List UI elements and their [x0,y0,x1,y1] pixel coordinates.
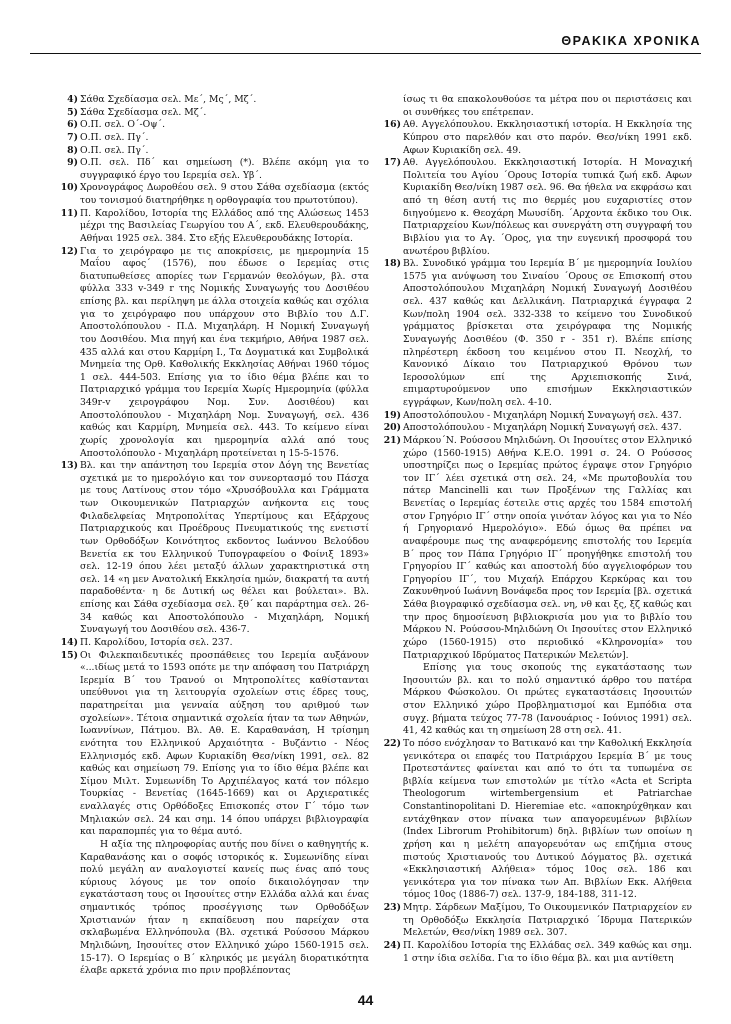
footnote [383,410,692,423]
footnote-text: Μάρκου΄Ν. Ρούσσου Μηλιδώνη. Οι Ιησουίτες στον Ελληνικό χώρο (1560-1915) Αθήνα Κ.Ε.Ο. 1991 σ. 24. Ο Ρούσσος υποστηρίζει πως ο Ιερεμίας πρώτος έγραψε στον Γρηγόριο τον ΙΓ΄ λέει σχετικά στη σελ. 24, «Με πρωτοβουλία του πάτερ Mancinelli και των Προξένων της Γαλλίας και Βενετίας ο Ιερεμίας έστειλε στις αρχές του 1584 επιστολή στον Γρηγόριο ΙΓ΄ στην οποία γινόταν λόγος και για το Νέο ή Γρηγοριανό Ημερολόγιο». Εδώ όμως θα πρέπει να αναφέρουμε πως της αναφερόμενης επιστολής του Ιερεμία Β΄ προς τον Πάπα Γρηγόριο ΙΓ΄ προηγήθηκε επιστολή του Γρηγορίου ΙΓ΄ καθώς και αποστολή δύο αγγελιοφόρων του Γρηγορίου ΙΓ΄, του Μιχαήλ Επάρχου Κερκύρας και του Ζακυνθηνού Ιωάννη Βονάφεδα προς τον Ιερεμία [βλ. σχετικά Σάθα βιογραφικό σχεδίασμα σελ. νη, νθ και ξς, ξζ καθώς και την προς δημοσίευση βιβλιοκρισία μου για το βιβλίο του Μάρκου Ν. Ρούσσου-Μηλιδώνη Οι Ιησουίτες στον Ελληνικό χώρο (1560-1915) στο περιοδικό «Κληρονομία» του Πατριαρχικού Ιδρύματος Πατερικών Μελετών]. [403,434,692,661]
footnote-text: Σάθα Σχεδίασμα σελ. Με΄, Μς΄, Μζ΄. [80,94,257,105]
footnote [383,435,692,662]
footnote [60,637,369,650]
footnote-text: Βλ. Συνοδικό γράμμα του Ιερεμία Β΄ με ημερομηνία Ιουλίου 1575 για ανύψωση του Σιναίου ΄Ορους σε Επισκοπή στου Αποστολόπουλου Μιχαηλάρη Νομική Συναγωγή Δοσιθέου σελ. 437 καθώς και Δελλικάνη. Πατριαρχικά έγγραφα 2 Κων/πολη 1904 σελ. 332-338 το κείμενο του Συνοδικού γράμματος βρίσκεται στα χειρόγραφα της Νομικής Συναγωγής Δοσιθέου (Φ. 350 r - 351 r). Βλέπε επίσης πληρέστερη έκδοση του κειμένου στου Π. Νεοχλή, το Κανονικό Δίκαιο του Πατριαρχικού Θρόνου των Ιεροσολύμων επί της Αρχιεπισκοπής Σινά, επιμαρτυρούμενον υπο επισήμων Εκκλησιαστικών εγγράφων, Κων/πολη σελ. 4-10. [403,258,692,408]
footnote-number: 20) [383,422,401,434]
footnote-text: Βλ. και την απάντηση του Ιερεμία στον Δόγη της Βενετίας σχετικά με το ημερολόγιο και τον συνεορτασμό του Πάσχα με τους Λατίνους στον τόμο «Χρυσόβουλλα και Γράμματα των Οικουμενικών Πατριαρχών ανήκοντα εις τους Φιλαδελφείας Μητροπολίτας Υπερτίμους και Εξάρχους Πατριαρχικούς και Προέδρους Πνευματικούς της ενετιστί των Ορθοδόξων Κοινότητος εκδοντος Ιωάννου Βελούδου Βενετία εκ του Ελληνικού Τυπογραφείου ο Φοίνιξ 1893» σελ. 12-19 όπου λέει μεταξύ άλλων χαρακτηριστικά στη σελ. 14 «η μεν Ανατολική Εκκλησία ημών, διακρατή τα αυτή παραδοθέντα· η δε Δυτική ως θέλει και βούλεται». Βλ. επίσης και Σάθα σχεδίασμα σελ. ξθ΄ και παράρτημα σελ. 26-34 καθώς και Αποστολόπουλο - Μιχαηλάρη, Νομική Συναγωγή του Δοσιθέου σελ. 436-7. [80,460,369,636]
right-column [383,94,692,965]
footnote-number: 19) [383,409,401,421]
footnote [383,258,692,410]
footnote-number: 23) [383,902,401,913]
footnote-number: 7) [67,131,78,143]
footnote-text: Ο.Π. σελ. Πδ΄ και σημείωση (*). Βλέπε ακόμη για το συγγραφικό έργο του Ιερεμία σελ. Υβ΄. [80,157,369,181]
footnote-text: Οι Φιλεκπαιδευτικές προσπάθειες του Ιερεμία αυξάνουν «...ιδίως μετά το 1593 οπότε με την απόφαση του Πατριάρχη Ιερεμία Β΄ του Τρανού οι Μητροπολίτες καθίστανται υπεύθυνοι για τη λειτουργία σχολείων στις έδρες τους, παρατηρείται μια γενναία αύξηση του αριθμού των σχολείων». Τέτοια σημαντικά σχολεία ήταν τα των Αθηνών, Ιωαννίνων, Πάτμου. Βλ. Αθ. Ε. Καραθανάση, Η τρίσημη ενότητα του Ελληνικού Αρχαιότητα - Βυζάντιο - Νέος Ελληνισμός εκδ. Αφων Κυριακίδη Θεσ/νίκη 1991, σελ. 82 καθώς και σημείωση 79. Επίσης για το ίδιο θέμα βλέπε και Σίμου Μιλτ. Συμεωνίδη Το Αρχιπέλαγος κατά τον πόλεμο Τουρκίας - Βενετίας (1645-1669) και οι Αρχιερατικές εναλλαγές στις Ορθόδοξες Επισκοπές στον Γ΄ τόμο των Μηλιακών σελ. 24 και σημ. 14 όπου υπάρχει βιβλιογραφία και παραπομπές για το θέμα αυτό. [80,649,369,838]
footnote-number: 10) [60,182,78,194]
footnote [60,94,369,107]
footnote-number: 6) [67,119,78,131]
footnote [60,460,369,637]
page-number: 44 [357,992,374,1008]
footnote-number: 24) [383,939,401,951]
footnote [383,157,692,258]
footnote-text: Ο.Π. σελ. Πγ΄. [80,131,149,143]
footnote [383,422,692,435]
footnote-text: Το πόσο ενόχλησαν το Βατικανό και την Καθολική Εκκλησία γενικότερα οι επαφές του Πατριάρχου Ιερεμία Β΄ με τους Προτεστάντες φαίνεται και από το ότι τα τυπωμένα σε βιβλία κείμενα των επιστολών με τίτλο «Acta et Scripta Theologorum wirtembergensium et Patriarchae Constantinopolitani D. Hieremiae etc. «αποκηρύχθηκαν και εντάχθηκαν στον πίνακα των απαγορευμένων βιβλίων (Index Librorum Prohibitorum) δηλ. βιβλίων των οποίων η χρήση και η μελέτη απαγορευόταν ως επιζήμια στους πιστούς Χριστιανούς του Δυτικού Δόγματος βλ. σχετικά «Εκκλησιαστική Αλήθεια» τόμος 10ος σελ. 186 και γενικότερα για τον πίνακα των Απ. Βιβλίων Εκκ. Αλήθεια τόμος 10ος (1886-7) σελ. 137-9, 184-188, 311-12. [403,737,692,901]
footnote-text: Π. Καρολίδου, Ιστορία της Ελλάδος από της Αλώσεως 1453 μέχρι της Βασιλείας Γεωργίου του Α΄, εκδ. Ελευθερουδάκης, Αθήναι 1925 σελ. 384. Στο εξής Ελευθερουδάκης Ιστορία. [80,207,369,244]
footnote-text: Αποστολόπουλου - Μιχαηλάρη Νομική Συναγωγή σελ. 437. [403,409,682,421]
footnote-text: Μητρ. Σάρδεων Μαξίμου, Το Οικουμενικόν Πατριαρχείον εν τη Ορθοδόξω Εκκλησία Πατριαρχικό ΄Ιδρυμα Πατερικών Μελετών, Θεσ/νίκη 1989 σελ. 307. [403,902,692,939]
footnote-number: 4) [67,94,78,105]
footnote-paragraph: Επίσης για τους σκοπούς της εγκατάστασης των Ιησουιτών βλ. και το πολύ σημαντικό άρθρο του πατέρα Μάρκου Φώσκολου. Οι πρώτες εγκαταστάσεις Ιησουιτών στον Ελληνικό χώρο Προβληματισμοί και Εμπόδια στα συγχ. βήματα τεύχος 77-78 (Ιανουάριος - Ιούνιος 1991) σελ. 41, 42 καθώς και τη σημείωση 28 στη σελ. 41. [403,662,692,737]
footnote-text: Για το χειρόγραφο με τις αποκρίσεις, με ημερομηνία 15 Μαΐου αφος΄ (1576), που έδωσε ο Ιερεμίας στις διατυπωθείσες απορίες των Γερμανών θεολόγων, βλ. στα φύλλα 333 v-349 r της Νομικής Συναγωγής του Δοσιθέου επίσης βλ. και περίληψη με άλλα στοιχεία καθώς και σχόλια για το χειρόγραφο που υπάρχουν στο Βιβλίο του Δ.Γ. Αποστολόπουλου - Π.Δ. Μιχαηλάρη. Η Νομική Συναγωγή του Δοσιθέου. Μια πηγή και ένα τεκμήριο, Αθήνα 1987 σελ. 435 αλλά και στου Καρμίρη Ι., Τα Δογματικά και Συμβολικά Μνημεία της Ορθ. Καθολικής Εκκλησίας Αθήναι 1960 τόμος 1 σελ. 444-503. Επίσης για το ίδιο θέμα βλέπε και το Πατριαρχικό γράμμα του Ιερεμία Χωρίς Ημερομηνία (φύλλα 349r-v χειρογράφου Νομ. Συν. Δοσιθέου) και Αποστολόπουλου - Μιχαηλάρη Νομ. Συναγωγή, σελ. 436 καθώς και Καρμίρη, Μνημεία σελ. 443. Το κείμενο είναι χωρίς χρονολογία και ημερομηνία αλλά από τους Αποστολόπουλο - Μιχαηλάρη προτείνεται η 15-5-1576. [80,245,369,459]
footnote [383,738,692,902]
footnote-number: 13) [60,460,78,472]
footnote-text: Αθ. Αγγελόπουλου. Εκκλησιαστική Ιστορία. Η Μοναχική Πολιτεία του Αγίου ΄Ορους Ιστορία τυπικά ζωή εκδ. Αφων Κυριακίδη Θεσ/νίκη 1987 σελ. 96. Θα ήθελα να εκφράσω και από τη θέση αυτή τις πιο θερμές μου ευχαριστίες στον διηγούμενο κ. Θεοχάρη Μωυσίδη. ΄Αρχοντα έκδικο του Οικ. Πατριαρχείου Κων/πόλεως και συνεργάτη στη συγγραφή του Βιβλίου για το Αγ. ΄Ορος, για την ευγενική προσφορά του ανωτέρου βιβλίου. [403,157,692,257]
footnote-text: Σάθα Σχεδίασμα σελ. Μζ΄. [80,106,207,118]
footnote-text: Χρονογράφος Δωροθέου σελ. 9 στου Σάθα σχεδίασμα (εκτός του τονισμού διατηρήθηκε η ορθογραφία του πρωτοτύπου). [80,182,369,206]
footnote [60,182,369,207]
right-notes-list [383,119,692,662]
footnote [60,132,369,145]
footnote-text: Ο.Π. σελ. Πγ΄. [80,144,149,156]
footnote-number: 18) [383,258,401,270]
left-column [60,94,369,978]
footnote-number: 11) [60,207,78,219]
footnote [60,246,369,461]
footnote-text: Αποστολόπουλου - Μιχαηλάρη Νομική Συναγωγή σελ. 437. [403,422,682,434]
footnote [60,650,369,839]
running-header: ΘΡΑΚΙΚΑ ΧΡΟΝΙΚΑ [561,34,701,48]
footnote-number: 16) [383,119,401,131]
footnote [383,902,692,940]
header-rule [30,53,701,54]
left-notes-list [60,94,369,839]
footnote [60,145,369,158]
footnote-number: 17) [383,157,401,169]
footnote-number: 21) [383,434,401,446]
footnote-continuation: Η αξία της πληροφορίας αυτής που δίνει ο καθηγητής κ. Καραθανάσης και ο σοφός ιστορικός κ. Συμεωνίδης είναι πολύ μεγάλη αν αναλογιστεί κανείς πως ένας από τους κύριους λόγους με τον οποίο δικαιολόγησαν την εγκατάσταση τους οι Ιησουίτες στην Ελλάδα αλλά και ένας σημαντικός τρόπος προσέγγισης των Ορθοδόξων Χριστιανών ήταν η εκπαίδευση που παρείχαν στα σκλαβωμένα Ελληνόπουλα (Βλ. σχετικά Ρούσσου Μάρκου Μηλιδώνη, Ιησουίτες στον Ελληνικό χώρο 1560-1915 σελ. 15-17). Ο Ιερεμίας ο Β΄ κληρικός με μεγάλη διορατικότητα έλαβε αρκετά χρόνια πιο πριν προβλέποντας [80,838,369,977]
footnote-number: 12) [60,245,78,257]
footnote [383,940,692,965]
right-notes-list-2 [383,738,692,965]
footnote-number: 9) [67,157,78,169]
footnote-text: Ο.Π. σελ. Ο΄-Οψ΄. [80,119,166,131]
footnote [60,208,369,246]
footnote-number: 5) [67,106,78,118]
footnote-number: 22) [383,737,401,749]
footnote-number: 8) [67,144,78,156]
footnote-text: Π. Καρολίδου Ιστορία της Ελλάδας σελ. 349 καθώς και σημ. 1 στην ίδια σελίδα. Για το ίδιο θέμα βλ. και μια αντίθετη [403,939,692,964]
footnote-continuation: ίσως τι θα επακολουθούσε τα μέτρα που οι περιστάσεις και οι συνθήκες του επέτρεπαν. [403,94,692,118]
footnote-text: Π. Καρολίδου, Ιστορία σελ. 237. [80,636,233,648]
footnote [60,119,369,132]
footnote-number: 15) [60,649,78,661]
footnote [60,107,369,120]
footnote [60,157,369,182]
footnote-text: Αθ. Αγγελόπουλου. Εκκλησιαστική ιστορία. Η Εκκλησία της Κύπρου στο παρελθόν και στο παρόν. Θεσ/νίκη 1991 εκδ. Αφων Κυριακίδη σελ. 49. [403,119,692,156]
footnote [383,119,692,157]
footnote-number: 14) [60,636,78,648]
